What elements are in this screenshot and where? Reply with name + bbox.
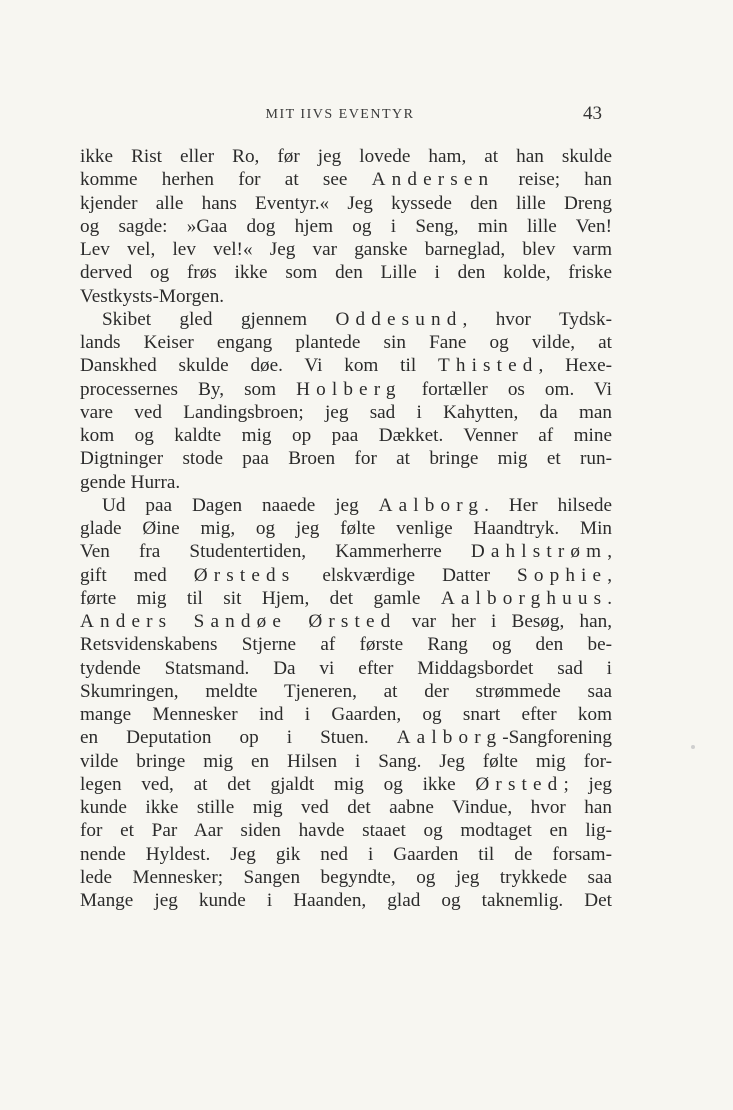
text-segment: processernes By, som	[80, 378, 297, 400]
text-segment: ikke Rist eller Ro, før jeg lovede ham, at han skulde	[80, 146, 612, 167]
text-segment: komme herhen for at see	[80, 169, 372, 191]
text-line	[80, 215, 612, 238]
text-line	[80, 889, 612, 912]
spaced-name: Aalborg	[396, 727, 503, 749]
spaced-name: Anders Sandøe Ørsted	[80, 611, 397, 632]
text-segment: Ud paa Dagen naaede jeg	[102, 494, 379, 516]
text-line	[80, 843, 612, 866]
text-segment: reise; han	[494, 169, 612, 191]
spaced-name: Ørsteds	[193, 564, 296, 586]
text-segment: . Her hilsede	[484, 494, 612, 516]
running-title: MIT IIVS EVENTYR	[265, 107, 415, 122]
text-line	[80, 680, 612, 703]
spaced-name: Aalborg	[378, 494, 485, 516]
text-line	[80, 796, 612, 819]
text-line	[80, 285, 612, 308]
text-line	[80, 726, 612, 749]
spaced-name: Thisted	[437, 355, 539, 377]
text-line	[80, 378, 612, 401]
text-segment: for et Par Aar siden havde staaet og modtaget en lig-	[80, 820, 612, 842]
text-line	[80, 866, 612, 889]
text-segment: -Sangforening	[502, 727, 612, 749]
text-segment: gift med	[80, 564, 194, 586]
text-line	[80, 540, 612, 563]
spaced-name: Holberg	[296, 378, 402, 400]
text-segment: lede Mennesker; Sangen begyndte, og jeg trykkede saa	[80, 866, 612, 888]
body-text	[80, 145, 612, 912]
text-line	[80, 145, 612, 168]
text-segment: gende Hurra.	[80, 471, 181, 493]
text-line	[80, 564, 612, 587]
text-line	[80, 331, 612, 354]
text-line	[80, 587, 612, 610]
text-segment: , Hexe-	[538, 355, 613, 377]
text-line	[80, 354, 612, 377]
text-segment: var her i Besøg, han,	[396, 611, 612, 632]
paper-speck	[691, 745, 695, 749]
text-segment: Mange jeg kunde i Haanden, glad og taknemlig. Det	[80, 890, 612, 911]
text-segment: lands Keiser engang plantede sin Fane og vilde, at	[80, 332, 612, 353]
text-segment: kunde ikke stille mig ved det aabne Vindue, hvor han	[80, 797, 612, 818]
text-line	[80, 633, 612, 656]
text-line	[80, 773, 612, 796]
text-line	[80, 168, 612, 191]
text-line	[80, 192, 612, 215]
text-segment: tydende Statsmand. Da vi efter Middagsbordet sad i	[80, 657, 612, 679]
text-segment: mange Mennesker ind i Gaarden, og snart efter kom	[80, 704, 612, 725]
text-segment: vilde bringe mig en Hilsen i Sang. Jeg følte mig for-	[80, 750, 612, 772]
text-line	[80, 750, 612, 773]
text-line	[80, 261, 612, 284]
text-segment: kjender alle hans Eventyr.« Jeg kyssede den lille Dreng	[80, 192, 612, 214]
text-segment: glade Øine mig, og jeg følte venlige Haandtryk. Min	[80, 518, 612, 539]
text-segment: en Deputation op i Stuen.	[80, 727, 397, 749]
text-segment: ; jeg	[563, 773, 612, 795]
text-segment: fortæller os om. Vi	[401, 378, 612, 400]
page-header	[0, 101, 733, 131]
text-line	[80, 703, 612, 726]
spaced-name: Sophie	[517, 564, 608, 586]
text-line	[80, 819, 612, 842]
text-segment: og sagde: »Gaa dog hjem og i Seng, min lille Ven!	[80, 215, 612, 237]
text-line	[80, 494, 612, 517]
text-line	[80, 308, 612, 331]
text-segment: Vestkysts-Morgen.	[80, 285, 225, 307]
spaced-name: Aalborghuus	[440, 587, 608, 609]
text-line	[80, 401, 612, 424]
text-segment: .	[607, 587, 612, 609]
text-segment: Ven fra Studentertiden, Kammerherre	[80, 541, 471, 563]
spaced-name: Ørsted	[475, 773, 564, 795]
text-line	[80, 610, 612, 633]
text-segment: , hvor Tydsk-	[462, 308, 612, 330]
text-segment: Danskhed skulde døe. Vi kom til	[80, 355, 438, 377]
text-segment: Digtninger stode paa Broen for at bringe mig et run-	[80, 448, 612, 470]
text-segment: ,	[607, 564, 612, 586]
text-segment: derved og frøs ikke som den Lille i den kolde, friske	[80, 262, 612, 284]
page-number: 43	[583, 103, 602, 124]
spaced-name: Oddesund	[335, 308, 463, 330]
text-segment: Retsvidenskabens Stjerne af første Rang og den be-	[80, 634, 612, 656]
text-segment: legen ved, at det gjaldt mig og ikke	[80, 773, 476, 795]
text-segment: kom og kaldte mig op paa Dækket. Venner af mine	[80, 425, 612, 446]
text-line	[80, 517, 612, 540]
text-line	[80, 424, 612, 447]
text-segment: Skibet gled gjennem	[102, 308, 336, 330]
text-segment: ,	[607, 541, 612, 563]
text-line	[80, 657, 612, 680]
spaced-name: Andersen	[371, 169, 495, 191]
text-segment: Skumringen, meldte Tjeneren, at der strømmede saa	[80, 680, 612, 702]
spaced-name: Dahlstrøm	[470, 541, 608, 563]
text-line	[80, 238, 612, 261]
text-line	[80, 471, 612, 494]
text-segment: Lev vel, lev vel!« Jeg var ganske barneglad, blev varm	[80, 239, 612, 260]
text-line	[80, 447, 612, 470]
text-segment: vare ved Landingsbroen; jeg sad i Kahytten, da man	[80, 401, 612, 423]
text-segment: nende Hyldest. Jeg gik ned i Gaarden til de forsam-	[80, 843, 612, 865]
text-segment: førte mig til sit Hjem, det gamle	[80, 587, 441, 609]
text-segment: elskværdige Datter	[295, 564, 518, 586]
